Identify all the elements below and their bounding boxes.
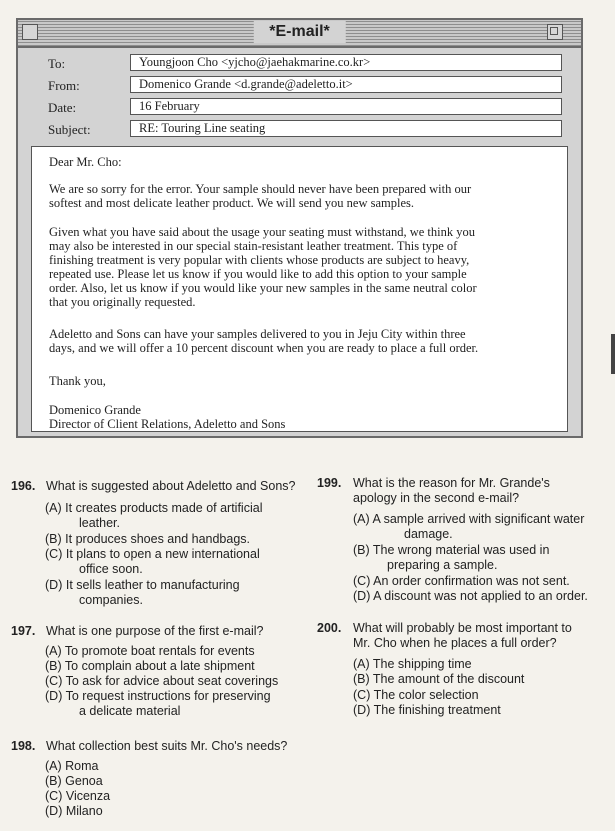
option-b[interactable]: (B) Genoa [45,774,103,788]
question-196 [11,479,306,609]
greeting: Dear Mr. Cho: [49,155,122,169]
option-c[interactable]: (C) The color selection [353,688,479,702]
option-a[interactable]: (A) Roma [45,759,99,773]
option-c[interactable]: (C) An order confirmation was not sent. [353,574,570,588]
question-number: 196. [11,479,36,493]
question-text: What is suggested about Adeletto and Sons? [46,479,296,493]
option-a-cont: leather. [79,516,121,530]
from-row [18,76,581,96]
option-c[interactable]: (C) It plans to open a new international [45,547,260,561]
zoom-box-icon[interactable] [547,24,563,40]
email-window [16,18,583,438]
option-b[interactable]: (B) The wrong material was used in [353,543,550,557]
question-text-line-1: What is the reason for Mr. Grande's [353,476,550,490]
closing: Thank you, [49,374,106,388]
window-title: *E-mail* [253,21,345,43]
question-number: 200. [317,621,342,635]
question-text-line-2: apology in the second e-mail? [353,491,520,505]
close-box-icon[interactable] [22,24,38,40]
signature [49,403,554,431]
question-number: 197. [11,624,36,638]
question-text: What collection best suits Mr. Cho's needs? [46,739,288,753]
option-b[interactable]: (B) The amount of the discount [353,672,525,686]
option-a[interactable]: (A) The shipping time [353,657,472,671]
subject-field[interactable]: RE: Touring Line seating [130,120,562,137]
option-d-cont: a delicate material [79,704,181,718]
paragraph-2: Given what you have said about the usage your seating must withstand, we think you may also be interested in our special stain-resistant leather treatment. This type of finishing treatment is very popular with clients whose products are subject to heavy, repeated use. Please let us know if you would like to add this option to your sample order. Also, let us know if you would like your new samples in the same neutral color that you originally requested. [49,225,477,309]
to-field[interactable]: Youngjoon Cho <yjcho@jaehakmarine.co.kr> [130,54,562,71]
to-label: To: [48,56,66,71]
date-field[interactable]: 16 February [130,98,562,115]
from-field[interactable]: Domenico Grande <d.grande@adeletto.it> [130,76,562,93]
question-197 [11,624,306,724]
from-label: From: [48,78,80,93]
option-c-cont: office soon. [79,562,143,576]
option-d-cont: companies. [79,593,143,607]
subject-row [18,120,581,140]
option-a[interactable]: (A) It creates products made of artificial [45,501,263,515]
sender-title: Director of Client Relations, Adeletto and Sons [49,417,286,431]
option-c[interactable]: (C) To ask for advice about seat coverings [45,674,279,688]
paragraph-1: We are so sorry for the error. Your sample should never have been prepared with our softest and most delicate leather product. We will send you new samples. [49,182,472,210]
option-d[interactable]: (D) The finishing treatment [353,703,501,717]
sender-name: Domenico Grande [49,403,141,417]
subject-label: Subject: [48,122,91,137]
question-text: What is one purpose of the first e-mail? [46,624,264,638]
date-row [18,98,581,118]
question-200 [317,621,612,721]
to-row [18,54,581,74]
question-text-line-2: Mr. Cho when he places a full order? [353,636,557,650]
option-d[interactable]: (D) To request instructions for preserving [45,689,271,703]
question-number: 198. [11,739,36,753]
paragraph-3: Adeletto and Sons can have your samples delivered to you in Jeju City within three days, and we will offer a 10 percent discount when you are ready to place a full order. [49,327,479,355]
option-b[interactable]: (B) To complain about a late shipment [45,659,255,673]
option-c[interactable]: (C) Vicenza [45,789,111,803]
option-d[interactable]: (D) Milano [45,804,103,818]
question-number: 199. [317,476,342,490]
title-bar [18,20,581,48]
question-199 [317,476,612,606]
page-tab-marker [611,334,615,374]
question-text-line-1: What will probably be most important to [353,621,572,635]
option-a-cont: damage. [404,527,453,541]
option-a[interactable]: (A) A sample arrived with significant water [353,512,585,526]
question-198 [11,739,311,819]
date-label: Date: [48,100,77,115]
option-a[interactable]: (A) To promote boat rentals for events [45,644,255,658]
option-b[interactable]: (B) It produces shoes and handbags. [45,532,251,546]
option-d[interactable]: (D) It sells leather to manufacturing [45,578,240,592]
option-b-cont: preparing a sample. [387,558,498,572]
option-d[interactable]: (D) A discount was not applied to an order. [353,589,588,603]
message-body[interactable] [31,146,568,432]
